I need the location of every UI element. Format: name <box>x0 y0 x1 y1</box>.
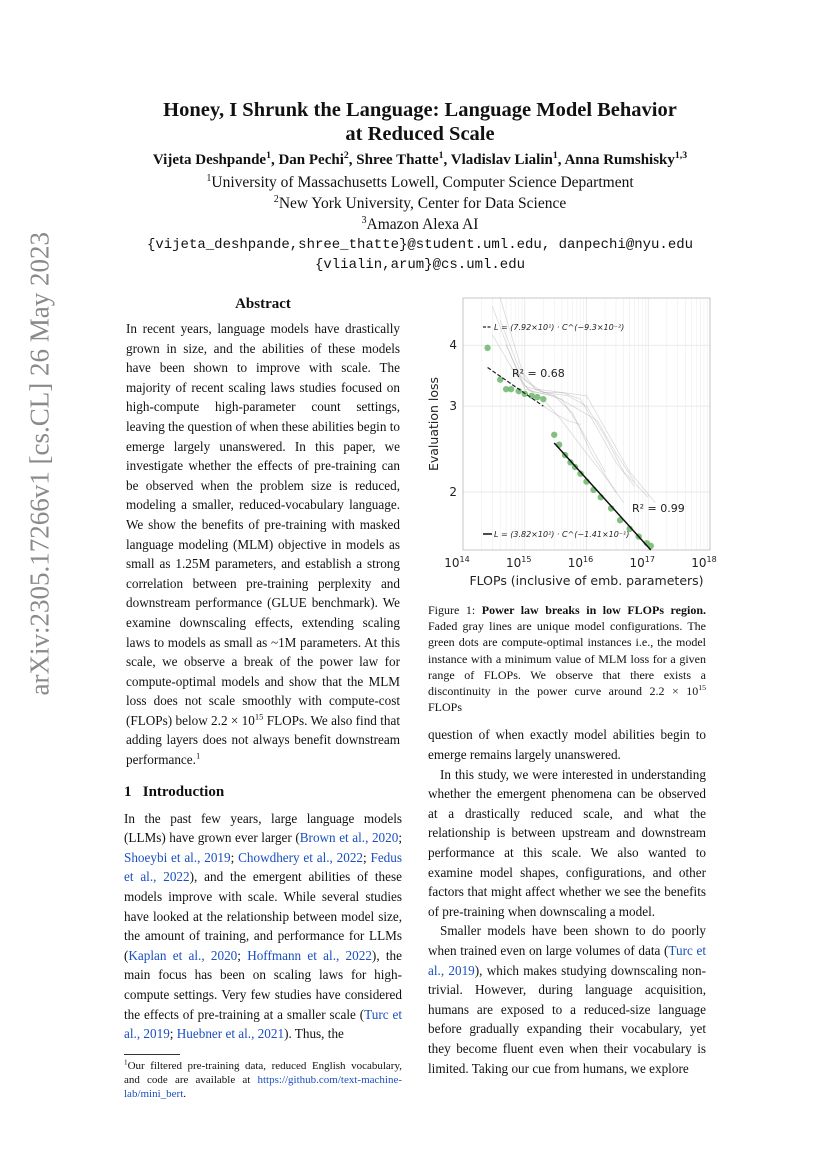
x-tick-label: $10^{18}$ <box>691 555 717 570</box>
y-tick-label: 4 <box>449 338 457 353</box>
compute-optimal-point <box>534 394 540 400</box>
compute-optimal-point <box>497 376 503 382</box>
text: ; <box>230 849 239 865</box>
compute-optimal-point <box>551 432 557 438</box>
text: ; <box>237 947 248 963</box>
affil-mark: 1 <box>206 172 212 184</box>
compute-optimal-point <box>484 345 490 351</box>
left-column <box>124 296 402 1101</box>
footnote-text: Our filtered pre-training data, reduced English vocabulary, and code are available at <box>124 1059 402 1086</box>
caption-label: Figure 1: <box>428 603 482 617</box>
legend-label: L = (3.82×10²) · C^(−1.41×10⁻¹) <box>494 530 630 539</box>
text: ). Thus, the <box>284 1026 344 1042</box>
citation-link[interactable]: Turc et al., 2019 <box>124 1006 402 1042</box>
paragraph <box>428 921 706 1078</box>
legend-label: L = (7.92×10¹) · C^(−9.3×10⁻²) <box>494 323 625 332</box>
x-tick-label: $10^{15}$ <box>506 555 532 570</box>
abstract-text: FLOPs. We also find that adding layers does not always benefit downstream performance. <box>126 712 400 768</box>
y-tick-label: 3 <box>449 399 457 414</box>
text: Smaller models have been shown to do poorly when trained even on large volumes of data ( <box>428 923 706 958</box>
text: ; <box>363 849 371 865</box>
citation-link[interactable]: Hoffmann et al., 2022 <box>247 947 372 963</box>
author: Shree Thatte <box>356 152 439 168</box>
y-axis-label: Evaluation loss <box>426 376 441 472</box>
author: Anna Rumshisky <box>564 152 675 168</box>
footnote <box>124 1059 402 1101</box>
text: ; <box>169 1026 177 1042</box>
r2-annotation: R² = 0.68 <box>512 367 565 380</box>
affiliation <box>60 174 780 192</box>
x-tick-label: $10^{17}$ <box>629 555 655 570</box>
compute-optimal-point <box>540 396 546 402</box>
compute-optimal-point <box>508 386 514 392</box>
text: ), which makes studying downscaling non-trivial. However, during language acquisition, humans are exposed to a reduced-size language before gradually expanding their vocabulary, yet they become fluent even when their vocabulary is limited. Taking our cue from humans, we explore <box>428 962 706 1076</box>
intro-body <box>124 809 402 1044</box>
affiliation-text: University of Massachusetts Lowell, Computer Science Department <box>211 174 634 191</box>
affil-mark: 2 <box>343 150 349 161</box>
abstract-text: In recent years, language models have drastically grown in size, and the abilities of these models have been shown to improve with scale. The majority of recent scaling laws studies focused on high-compute high-parameter count settings, leaving the question of when these abilities begin to emerge largely unanswered. In this paper, we investigate whether the effects of pre-training can be observed when the problem size is reduced, modeling a smaller, reduced-vocabulary language. We show the benefits of pre-training with masked language modeling (MLM) objective in models as small as 1.25M parameters, and establish a strong correlation between pre-training perplexity and downstream performance (GLUE benchmark). We examine downscaling effects, extending scaling laws to models as small as ~1M parameters. At this scale, we observe a break of the power law for compute-optimal models and show that the MLM loss does not scale smoothly with compute-cost (FLOPs) below 2.2 × 10 <box>126 321 400 728</box>
affiliation-text: New York University, Center for Data Science <box>278 195 567 212</box>
figure-caption <box>428 602 706 715</box>
affil-mark: 1,3 <box>674 150 688 161</box>
citation-link[interactable]: Brown et al., 2020 <box>299 830 399 846</box>
y-tick-label: 2 <box>449 484 457 499</box>
footnote-mark: 1 <box>124 1058 128 1067</box>
affiliation <box>60 216 780 234</box>
abstract-heading: Abstract <box>235 296 291 312</box>
footnote-mark: 1 <box>195 750 201 761</box>
exponent: 15 <box>254 711 264 722</box>
author-list: Vijeta Deshpande$^1$, Dan Pechi$^2$, Shree Thatte$^1$, Vladislav Lialin$^1$, Anna Rumshisky$^{1,3}$ <box>152 150 688 168</box>
citation-link[interactable]: Huebner et al., 2021 <box>176 1026 285 1042</box>
caption-text: Faded gray lines are unique model configurations. The green dots are compute-optimal instances i.e., the model instance with a minimum value of MLM loss for a given range of FLOPs. We observe that there exists a discontinuity in the power curve around 2.2 × 10 <box>428 619 706 699</box>
affil-mark: 3 <box>361 214 367 226</box>
title-line-2: at Reduced Scale <box>345 123 495 145</box>
citation-link[interactable]: Kaplan et al., 2020 <box>128 947 238 963</box>
affiliation <box>60 195 780 213</box>
title-line-1: Honey, I Shrunk the Language: Language Model Behavior <box>163 99 677 121</box>
paper-title <box>100 98 740 146</box>
section-heading: 1 Introduction <box>124 783 225 800</box>
paragraph: question of when exactly model abilities begin to emerge remains largely unanswered. <box>428 727 706 763</box>
repo-link[interactable]: https://github.com/text-machine-lab/mini_bert <box>124 1073 402 1100</box>
x-axis-label: FLOPs (inclusive of emb. parameters) <box>469 573 704 588</box>
text: ), the main focus has been on scaling laws for high-compute settings. Very few studies have considered the effects of pre-training at a smaller scale ( <box>124 947 402 1022</box>
x-tick-label: $10^{16}$ <box>567 555 594 570</box>
right-column-body <box>428 725 706 1078</box>
author: Dan Pechi <box>278 152 344 168</box>
affiliation-text: Amazon Alexa AI <box>366 216 479 233</box>
abstract-body <box>124 319 402 770</box>
footnote-divider <box>124 1054 180 1055</box>
text: ; <box>398 830 403 846</box>
affil-mark: 1 <box>438 150 444 161</box>
caption-title: Power law breaks in low FLOPs region. <box>481 603 706 617</box>
citation-link[interactable]: Chowdhery et al., 2022 <box>238 849 364 865</box>
affil-mark: 1 <box>266 150 271 161</box>
figure-1-chart <box>420 290 730 590</box>
x-tick-label: $10^{14}$ <box>444 555 470 570</box>
compute-optimal-point <box>529 393 535 399</box>
r2-annotation: R² = 0.99 <box>632 502 685 515</box>
caption-text: FLOPs <box>428 700 463 715</box>
text: ), and the emergent abilities of these models improve with scale. While several studies have looked at the relationship between model size, the amount of training, and performance for LLMs ( <box>124 869 402 963</box>
paragraph: In this study, we were interested in understanding whether the emergent phenomena can be observed at a drastically reduced scale, and what the relationship is between upstream and downstream performance at this scale. We also wanted to examine model shapes, configurations, and other factors that might affect whether we see the benefits of pre-training when downscaling a model. <box>428 766 706 919</box>
arxiv-identifier: arXiv:2305.17266v1 [cs.CL] 26 May 2023 <box>24 232 55 696</box>
text: In the past few years, large language models (LLMs) have grown ever larger ( <box>124 810 402 846</box>
author: Vladislav Lialin <box>450 152 553 168</box>
author: Vijeta Deshpande <box>152 152 267 168</box>
citation-link[interactable]: Turc et al., 2019 <box>428 942 706 978</box>
right-column <box>426 290 717 1078</box>
affil-mark: 1 <box>552 150 558 161</box>
email-line: {vijeta_deshpande,shree_thatte}@student.uml.edu, danpechi@nyu.edu <box>146 237 694 253</box>
citation-link[interactable]: Shoeybi et al., 2019 <box>124 849 231 865</box>
affil-mark: 2 <box>273 193 279 205</box>
text: . <box>183 1087 187 1100</box>
email-line: {vlialin,arum}@cs.uml.edu <box>314 257 526 273</box>
exponent: 15 <box>698 683 706 693</box>
citation-link[interactable]: Fedus et al., 2022 <box>124 849 402 885</box>
